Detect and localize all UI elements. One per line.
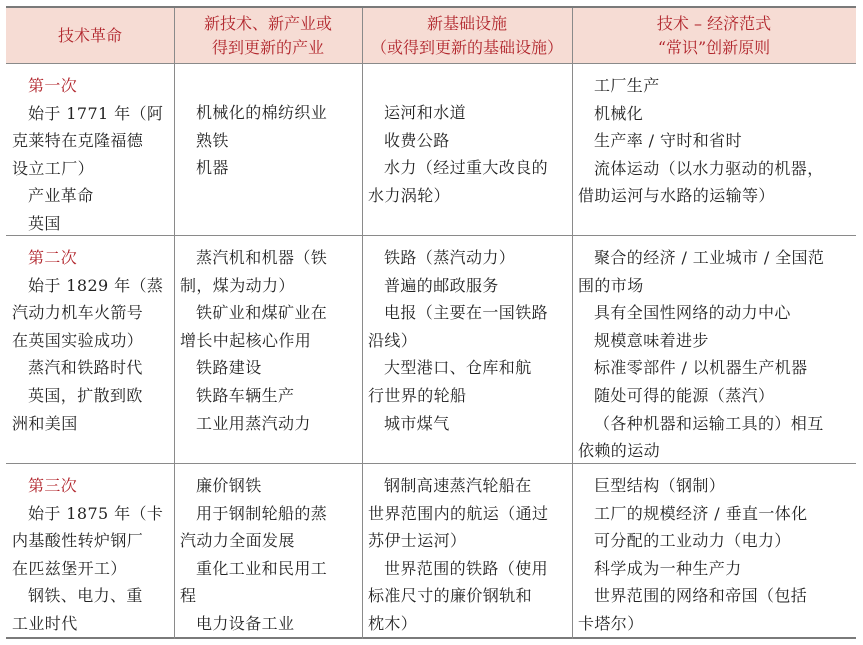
cell-line: 洲和美国 bbox=[12, 413, 78, 433]
cell-line: 制，煤为动力） bbox=[180, 275, 295, 295]
cell-infrastructure bbox=[362, 463, 572, 639]
cell-line: 电力设备工业 bbox=[196, 613, 295, 633]
cell-line: 大型港口、仓库和航 bbox=[384, 358, 532, 378]
cell-infrastructure bbox=[362, 235, 572, 463]
cell-line: 机械化的棉纺织业 bbox=[196, 103, 328, 122]
cell-line: 铁路车辆生产 bbox=[196, 385, 295, 405]
cell-line: 具有全国性网络的动力中心 bbox=[594, 303, 791, 323]
cell-line: 枕木） bbox=[368, 613, 418, 633]
cell-line: 钢制高速蒸汽轮船在 bbox=[384, 476, 532, 495]
cell-line: 铁路（蒸汽动力） bbox=[384, 248, 516, 267]
table-row-first-revolution bbox=[6, 63, 856, 235]
cell-line: 工厂生产 bbox=[594, 76, 660, 95]
table-row-second-revolution bbox=[6, 235, 856, 463]
cell-line: 标准尺寸的廉价钢轨和 bbox=[368, 586, 533, 606]
cell-paradigm bbox=[572, 235, 856, 463]
cell-line: 用于钢制轮船的蒸 bbox=[196, 503, 328, 523]
header-text: 技术 – 经济范式 bbox=[656, 13, 772, 33]
cell-line: 依赖的运动 bbox=[578, 441, 661, 461]
cell-line: 卡塔尔） bbox=[578, 613, 644, 633]
header-tech-revolution bbox=[6, 8, 174, 63]
header-text: （或得到更新的基础设施） bbox=[370, 37, 563, 57]
cell-line: （各种机器和运输工具的）相互 bbox=[594, 413, 824, 433]
cell-line: 在英国实验成功） bbox=[12, 330, 144, 350]
revolution-ordinal: 第三次 bbox=[28, 476, 78, 495]
cell-line: 产业革命 bbox=[28, 186, 94, 206]
header-new-infrastructure bbox=[362, 8, 572, 63]
tech-revolution-table bbox=[6, 6, 856, 639]
cell-line: 蒸汽和铁路时代 bbox=[28, 358, 143, 378]
header-text: 新技术、新产业或 bbox=[203, 13, 332, 33]
cell-line: 克莱特在克隆福德 bbox=[12, 131, 144, 151]
header-text: “常识”创新原则 bbox=[657, 37, 771, 57]
cell-line: 在匹兹堡开工） bbox=[12, 558, 127, 578]
cell-line: 程 bbox=[180, 586, 197, 606]
row-divider bbox=[6, 235, 856, 236]
cell-line: 规模意味着进步 bbox=[594, 330, 709, 350]
revolution-ordinal: 第二次 bbox=[28, 248, 78, 267]
header-text: 新基础设施 bbox=[426, 13, 507, 33]
cell-line: 英国 bbox=[28, 213, 61, 233]
cell-line: 聚合的经济 / 工业城市 / 全国范 bbox=[594, 248, 825, 267]
cell-line: 普遍的邮政服务 bbox=[384, 275, 499, 295]
header-techno-economic-paradigm bbox=[572, 8, 856, 63]
column-divider bbox=[174, 8, 175, 639]
cell-line: 工厂的规模经济 / 垂直一体化 bbox=[594, 503, 808, 523]
cell-line: 世界范围的网络和帝国（包括 bbox=[594, 586, 808, 606]
cell-line: 城市煤气 bbox=[384, 413, 450, 433]
column-divider bbox=[572, 8, 573, 639]
cell-paradigm bbox=[572, 63, 856, 235]
cell-revolution bbox=[6, 463, 174, 639]
cell-industries bbox=[174, 63, 362, 235]
cell-line: 世界范围内的航运（通过 bbox=[368, 503, 549, 523]
cell-line: 科学成为一种生产力 bbox=[594, 558, 742, 578]
cell-line: 增长中起核心作用 bbox=[180, 330, 312, 350]
cell-line: 始于 1771 年（阿 bbox=[28, 103, 164, 123]
cell-line: 铁路建设 bbox=[196, 358, 262, 378]
header-text: 得到更新的产业 bbox=[211, 37, 324, 57]
cell-line: 围的市场 bbox=[578, 275, 644, 295]
header-new-industries bbox=[174, 8, 362, 63]
table-header-row bbox=[6, 8, 856, 63]
cell-line: 沿线） bbox=[368, 330, 418, 350]
cell-line: 运河和水道 bbox=[384, 103, 467, 122]
cell-line: 汽动力机车火箭号 bbox=[12, 303, 144, 323]
row-divider bbox=[6, 63, 856, 64]
cell-line: 工业用蒸汽动力 bbox=[196, 413, 311, 433]
cell-line: 标准零部件 / 以机器生产机器 bbox=[594, 358, 808, 378]
table-row-third-revolution bbox=[6, 463, 856, 639]
cell-line: 内基酸性转炉钢厂 bbox=[12, 531, 144, 551]
cell-line: 流体运动（以水力驱动的机器， bbox=[594, 158, 824, 178]
cell-line: 苏伊士运河） bbox=[368, 531, 467, 551]
cell-line: 熟铁 bbox=[196, 130, 229, 150]
cell-line: 机械化 bbox=[594, 103, 644, 123]
column-divider bbox=[362, 8, 363, 639]
cell-line: 机器 bbox=[196, 158, 229, 178]
cell-line: 电报（主要在一国铁路 bbox=[384, 303, 549, 323]
header-text: 技术革命 bbox=[57, 25, 122, 45]
cell-line: 蒸汽机和机器（铁 bbox=[196, 248, 328, 267]
cell-line: 借助运河与水路的运输等） bbox=[578, 186, 775, 206]
cell-line: 设立工厂） bbox=[12, 158, 95, 178]
cell-line: 生产率 / 守时和省时 bbox=[594, 131, 742, 151]
revolution-ordinal: 第一次 bbox=[28, 76, 78, 95]
cell-line: 随处可得的能源（蒸汽） bbox=[594, 385, 775, 405]
cell-line: 水力涡轮） bbox=[368, 185, 451, 205]
cell-line: 始于 1829 年（蒸 bbox=[28, 275, 164, 295]
cell-line: 汽动力全面发展 bbox=[180, 531, 295, 551]
cell-line: 行世界的轮船 bbox=[368, 385, 467, 405]
cell-line: 钢铁、电力、重 bbox=[28, 586, 143, 606]
cell-industries bbox=[174, 235, 362, 463]
cell-line: 世界范围的铁路（使用 bbox=[384, 558, 549, 578]
cell-infrastructure bbox=[362, 63, 572, 235]
cell-revolution bbox=[6, 235, 174, 463]
cell-revolution bbox=[6, 63, 174, 235]
cell-industries bbox=[174, 463, 362, 639]
cell-line: 巨型结构（钢制） bbox=[594, 476, 726, 495]
cell-line: 英国，扩散到欧 bbox=[28, 385, 143, 405]
row-divider bbox=[6, 463, 856, 464]
cell-line: 始于 1875 年（卡 bbox=[28, 503, 164, 523]
cell-line: 工业时代 bbox=[12, 613, 78, 633]
cell-line: 铁矿业和煤矿业在 bbox=[196, 303, 328, 323]
cell-line: 廉价钢铁 bbox=[196, 476, 262, 495]
cell-line: 可分配的工业动力（电力） bbox=[594, 531, 791, 551]
cell-line: 重化工业和民用工 bbox=[196, 558, 328, 578]
cell-line: 水力（经过重大改良的 bbox=[384, 158, 549, 178]
cell-paradigm bbox=[572, 463, 856, 639]
cell-line: 收费公路 bbox=[384, 130, 450, 150]
